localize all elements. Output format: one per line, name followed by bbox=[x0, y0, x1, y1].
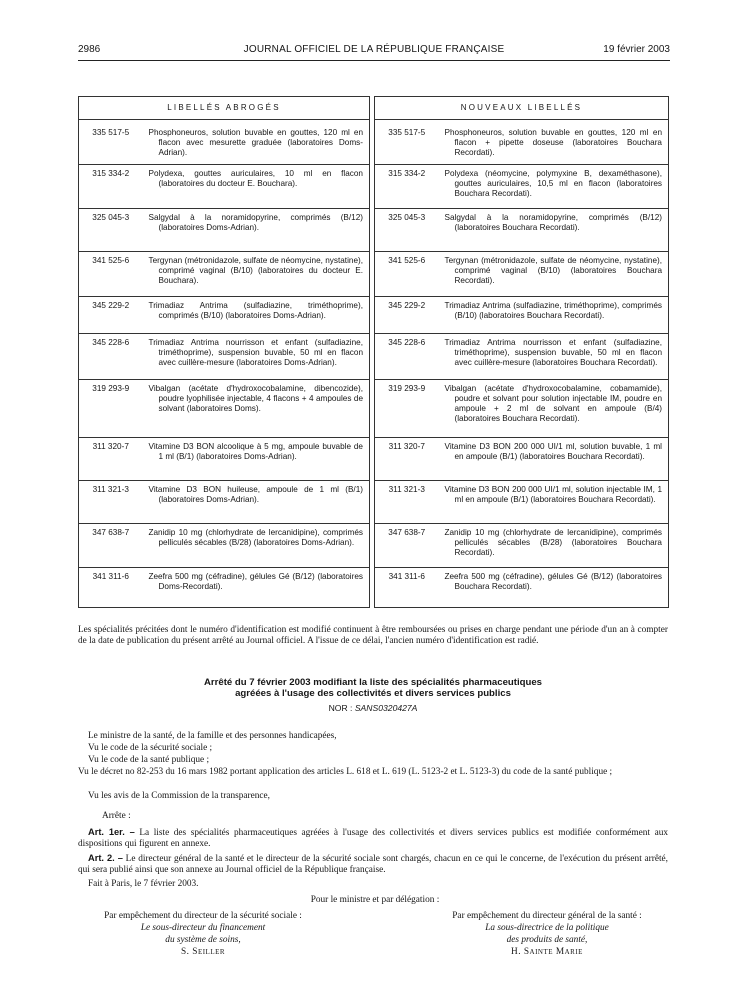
table-row bbox=[79, 252, 669, 297]
signature-right bbox=[422, 910, 672, 958]
old-label-cell: Vitamine D3 BON alcoolique à 5 mg, ampoule buvable de 1 ml (B/1) (laboratoires Doms-Adrian). bbox=[143, 438, 370, 481]
vu-code-sante: Vu le code de la santé publique ; bbox=[88, 755, 210, 765]
decree-title-line2: agréées à l'usage des collectivités et divers services publics bbox=[235, 688, 511, 699]
old-code-cell: 347 638-7 bbox=[79, 524, 143, 568]
new-label-cell: Zeefra 500 mg (céfradine), gélules Gé (B/12) (laboratoires Bouchara Recordati). bbox=[439, 568, 669, 608]
column-header-abrogated: LIBELLÉS ABROGÉS bbox=[79, 97, 370, 120]
old-label-cell: Zanidip 10 mg (chlorhydrate de lercanidipine), comprimés pelliculés sécables (B/28) (laboratoires Doms-Adrian). bbox=[143, 524, 370, 568]
new-label-cell: Phosphoneuros, solution buvable en gouttes, 120 ml en flacon + pipette doseuse (laboratoires Bouchara Recordati). bbox=[439, 120, 669, 165]
page-number: 2986 bbox=[78, 44, 101, 55]
vu-avis: Vu les avis de la Commission de la transparence, bbox=[88, 791, 270, 801]
new-code-cell: 319 293-9 bbox=[375, 380, 439, 438]
new-label-cell: Tergynan (métronidazole, sulfate de néomycine, nystatine), comprimé vaginal (B/10) (laboratoires Bouchara Recordati). bbox=[439, 252, 669, 297]
old-code-cell: 335 517-5 bbox=[79, 120, 143, 165]
article-2-text: Le directeur général de la santé et le directeur de la sécurité sociale sont chargés, chacun en ce qui le concerne, de l'exécution du présent arrêté, qui sera publié ainsi que son annexe au Journal officiel de la République française. bbox=[78, 854, 668, 875]
column-header-new: NOUVEAUX LIBELLÉS bbox=[375, 97, 669, 120]
old-label-cell: Phosphoneuros, solution buvable en gouttes, 120 ml en flacon avec mesurette graduée (laboratoires Doms-Adrian). bbox=[143, 120, 370, 165]
old-code-cell: 311 321-3 bbox=[79, 481, 143, 524]
journal-title: JOURNAL OFFICIEL DE LA RÉPUBLIQUE FRANÇAISE bbox=[243, 44, 505, 55]
labels-table bbox=[78, 96, 669, 608]
new-code-cell: 311 320-7 bbox=[375, 438, 439, 481]
new-code-cell: 345 228-6 bbox=[375, 334, 439, 380]
old-label-cell: Polydexa, gouttes auriculaires, 10 ml en flacon (laboratoires du docteur E. Bouchara). bbox=[143, 165, 370, 209]
nor-label: NOR : bbox=[328, 703, 353, 713]
minister-line: Le ministre de la santé, de la famille et des personnes handicapées, bbox=[88, 731, 337, 741]
signature-left bbox=[78, 910, 328, 958]
table-row bbox=[79, 568, 669, 608]
article-1 bbox=[78, 827, 668, 850]
new-label-cell: Trimadiaz Antrima (sulfadiazine, triméthoprime), comprimés (B/10) (laboratoires Bouchara Recordati). bbox=[439, 297, 669, 334]
table-row bbox=[79, 438, 669, 481]
new-label-cell: Vibalgan (acétate d'hydroxocobalamine, cobamamide), poudre et solvant pour solution injectable IM, poudre en ampoule + 2 ml de solvant en ampoule (B/4) (laboratoires Bouchara Recordati). bbox=[439, 380, 669, 438]
new-code-cell: 341 311-6 bbox=[375, 568, 439, 608]
new-code-cell: 347 638-7 bbox=[375, 524, 439, 568]
old-code-cell: 319 293-9 bbox=[79, 380, 143, 438]
table-row bbox=[79, 297, 669, 334]
signature-left-role1: Le sous-directeur du financement bbox=[140, 923, 266, 933]
signature-right-title: Par empêchement du directeur général de la santé : bbox=[452, 911, 642, 921]
new-label-cell: Trimadiaz Antrima nourrisson et enfant (sulfadiazine, triméthoprime), suspension buvable, 50 ml en flacon avec cuillère-mesure (laboratoires Bouchara Recordati). bbox=[439, 334, 669, 380]
old-label-cell: Vitamine D3 BON huileuse, ampoule de 1 ml (B/1) (laboratoires Doms-Adrian). bbox=[143, 481, 370, 524]
old-label-cell: Salgydal à la noramidopyrine, comprimés (B/12) (laboratoires Doms-Adrian). bbox=[143, 209, 370, 252]
new-code-cell: 311 321-3 bbox=[375, 481, 439, 524]
signature-right-role1: La sous-directrice de la politique bbox=[485, 923, 609, 933]
table-row bbox=[79, 120, 669, 165]
page-header bbox=[78, 44, 670, 60]
new-code-cell: 315 334-2 bbox=[375, 165, 439, 209]
old-label-cell: Trimadiaz Antrima (sulfadiazine, triméthoprime), comprimés (B/10) (laboratoires Doms-Adrian). bbox=[143, 297, 370, 334]
article-2 bbox=[78, 853, 668, 876]
article-2-label: Art. 2. – bbox=[88, 853, 123, 863]
table-row bbox=[79, 524, 669, 568]
old-code-cell: 311 320-7 bbox=[79, 438, 143, 481]
old-code-cell: 325 045-3 bbox=[79, 209, 143, 252]
table-row bbox=[79, 334, 669, 380]
new-code-cell: 325 045-3 bbox=[375, 209, 439, 252]
table-row bbox=[79, 380, 669, 438]
old-code-cell: 341 311-6 bbox=[79, 568, 143, 608]
after-table-paragraph: Les spécialités précitées dont le numéro d'identification est modifié continuent à être remboursées ou prises en charge pendant une période d'un an à compter de la date de publication du présent arrêté au Journal officiel. A l'issue de ce délai, l'ancien numéro d'identification est radié. bbox=[78, 625, 668, 646]
signature-right-role2: des produits de santé, bbox=[506, 935, 588, 945]
nor-reference bbox=[78, 703, 668, 713]
arrete-label: Arrête : bbox=[102, 811, 131, 821]
signature-left-title: Par empêchement du directeur de la sécurité sociale : bbox=[104, 911, 302, 921]
decree-title bbox=[78, 677, 668, 699]
old-label-cell: Zeefra 500 mg (céfradine), gélules Gé (B/12) (laboratoires Doms-Recordati). bbox=[143, 568, 370, 608]
signature-right-name: H. Sainte Marie bbox=[511, 947, 583, 957]
table-row bbox=[79, 165, 669, 209]
vu-decret: Vu le décret no 82-253 du 16 mars 1982 portant application des articles L. 618 et L. 619 (L. 5123-2 et L. 5123-3) du code de la santé publique ; bbox=[78, 767, 613, 777]
header-rule bbox=[78, 60, 670, 61]
new-label-cell: Vitamine D3 BON 200 000 UI/1 ml, solution injectable IM, 1 ml en ampoule (B/1) (laboratoires Bouchara Recordati). bbox=[439, 481, 669, 524]
new-label-cell: Vitamine D3 BON 200 000 UI/1 ml, solution buvable, 1 ml en ampoule (B/1) (laboratoires Bouchara Recordati). bbox=[439, 438, 669, 481]
article-1-text: La liste des spécialités pharmaceutiques agréées à l'usage des collectivités et divers services publics est modifiée conformément aux dispositions qui figurent en annexe. bbox=[78, 828, 668, 849]
signature-left-name: S. Seiller bbox=[180, 947, 226, 957]
table-row bbox=[79, 209, 669, 252]
table-body bbox=[79, 120, 669, 608]
new-label-cell: Zanidip 10 mg (chlorhydrate de lercanidipine), comprimés pelliculés sécables (B/28) (laboratoires Bouchara Recordati). bbox=[439, 524, 669, 568]
old-code-cell: 315 334-2 bbox=[79, 165, 143, 209]
new-code-cell: 345 229-2 bbox=[375, 297, 439, 334]
vu-code-secu: Vu le code de la sécurité sociale ; bbox=[88, 743, 213, 753]
decree-title-line1: Arrêté du 7 février 2003 modifiant la liste des spécialités pharmaceutiques bbox=[203, 677, 543, 688]
new-label-cell: Polydexa (néomycine, polymyxine B, dexaméthasone), gouttes auriculaires, 10,5 ml en flacon (laboratoires Bouchara Recordati). bbox=[439, 165, 669, 209]
new-code-cell: 335 517-5 bbox=[375, 120, 439, 165]
signature-left-role2: du système de soins, bbox=[165, 935, 241, 945]
old-code-cell: 345 228-6 bbox=[79, 334, 143, 380]
new-code-cell: 341 525-6 bbox=[375, 252, 439, 297]
old-code-cell: 341 525-6 bbox=[79, 252, 143, 297]
article-1-label: Art. 1er. – bbox=[88, 827, 135, 837]
new-label-cell: Salgydal à la noramidopyrine, comprimés (B/12) (laboratoires Bouchara Recordati). bbox=[439, 209, 669, 252]
old-label-cell: Tergynan (métronidazole, sulfate de néomycine, nystatine), comprimé vaginal (B/10) (laboratoires du docteur E. Bouchara). bbox=[143, 252, 370, 297]
table-row bbox=[79, 481, 669, 524]
pour-le-ministre: Pour le ministre et par délégation : bbox=[310, 895, 440, 905]
old-label-cell: Trimadiaz Antrima nourrisson et enfant (sulfadiazine, triméthoprime), suspension buvable, 50 ml en flacon avec cuillère-mesure (laboratoires Doms-Adrian). bbox=[143, 334, 370, 380]
old-code-cell: 345 229-2 bbox=[79, 297, 143, 334]
nor-value: SANS0320427A bbox=[354, 703, 418, 713]
fait-a-paris: Fait à Paris, le 7 février 2003. bbox=[88, 879, 199, 889]
issue-date: 19 février 2003 bbox=[603, 44, 670, 55]
old-label-cell: Vibalgan (acétate d'hydroxocobalamine, dibencozide), poudre lyophilisée injectable, 4 flacons + 4 ampoules de solvant (laboratoires Doms). bbox=[143, 380, 370, 438]
